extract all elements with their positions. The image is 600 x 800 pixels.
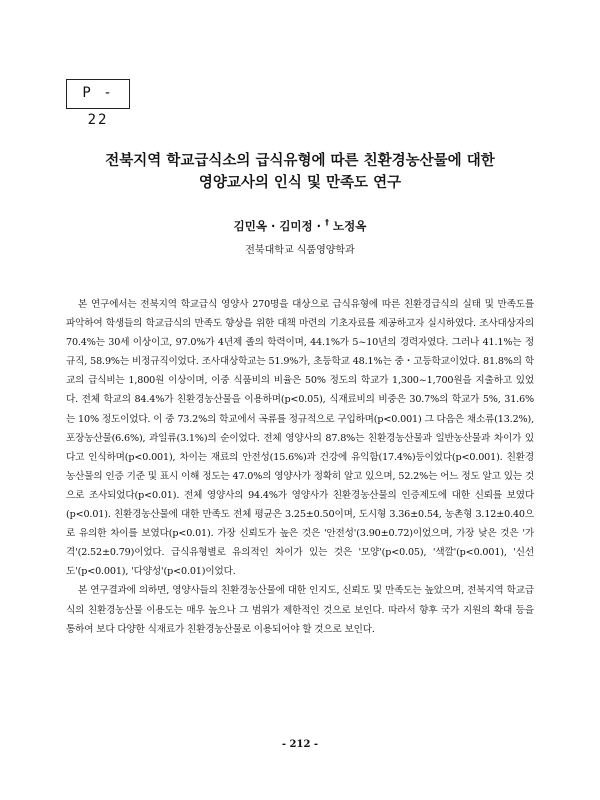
- author-list: [0, 214, 600, 235]
- abstract-paragraph-1: 본 연구에서는 전북지역 학교급식 영양사 270명을 대상으로 급식유형에 따른 친환경급식의 실태 및 만족도를 파악하여 학생들의 학교급식의 만족도 향상을 위한 대책 마련의 기초자료를 제공하고자 실시하였다. 조사대상자의 70.4%는 30세 이상이고, 97.0%가 4년제 졸의 학력이며, 44.1%가 5~10년의 경력자였다. 그러나 41.1%는 정규직, 58.9%는 비정규직이었다. 조사대상학교는 51.9%가, 초등학교 48.1%는 중・고등학교이었다. 81.8%의 학교의 급식비는 1,800원 이상이며, 이중 식품비의 비율은 50% 정도의 학교가 1,300~1,700원을 지출하고 있었다. 전체 학교의 84.4%가 친환경농산물을 이용하며(p<0.05), 식재료비의 비중은 30.7%의 학교가 5%, 31.6%는 10% 정도이었다. 이 중 73.2%의 학교에서 곡류를 정규적으로 구입하며(p<0.001) 그 다음은 채소류(13.2%), 포장농산물(6.6%), 과일류(3.1%)의 순이었다. 전체 영양사의 87.8%는 친환경농산물과 일반농산물과 차이가 있다고 인식하며(p<0.001), 차이는 재료의 안전성(15.6%)과 건강에 유익함(17.4%)등이었다(p<0.001). 친환경농산물의 인증 기준 및 표시 이해 정도는 47.0%의 영양사가 정확히 알고 있으며, 52.2%는 어느 정도 알고 있는 것으로 조사되었다(p<0.01). 전체 영양사의 94.4%가 영양사가 친환경농산물의 인증제도에 대한 신뢰를 보였다(p<0.01). 친환경농산물에 대한 만족도 전체 평균은 3.25±0.50이며, 도시형 3.36±0.54, 농촌형 3.12±0.40으로 유의한 차이를 보였다(p<0.01). 가장 신뢰도가 높은 것은 '안전성'(3.90±0.72)이었으며, 가장 낮은 것은 '가격'(2.52±0.79)이었다. 급식유형별로 유의적인 차이가 있는 것은 '모양'(p<0.05), '색깔'(p<0.001), '신선도'(p<0.001), '다양성'(p<0.01)이었다.: [66, 299, 534, 578]
- page-number: - 212 -: [281, 739, 319, 750]
- affiliation: 전북대학교 식품영양학과: [245, 245, 355, 256]
- title-line-2: 영양교사의 인식 및 만족도 연구: [198, 175, 402, 191]
- corresponding-mark: †: [325, 218, 330, 227]
- author-last: 노정옥: [329, 218, 367, 233]
- paper-title: [40, 150, 560, 194]
- abstract: [66, 295, 534, 639]
- author-names: 김민옥 · 김미정 ·: [233, 218, 326, 233]
- poster-code: P - 22: [66, 79, 130, 109]
- title-line-1: 전북지역 학교급식소의 급식유형에 따른 친환경농산물에 대한: [105, 153, 495, 169]
- abstract-paragraph-2: 본 연구결과에 의하면, 영양사들의 친환경농산물에 대한 인지도, 신뢰도 및 만족도는 높았으며, 전북지역 학교급식의 친환경농산물 이용도는 매우 높으나 그 범위가 제한적인 것으로 보인다. 따라서 향후 국가 지원의 확대 등을 통하여 보다 다양한 식재료가 친환경농산물로 이용되어야 할 것으로 보인다.: [66, 585, 534, 635]
